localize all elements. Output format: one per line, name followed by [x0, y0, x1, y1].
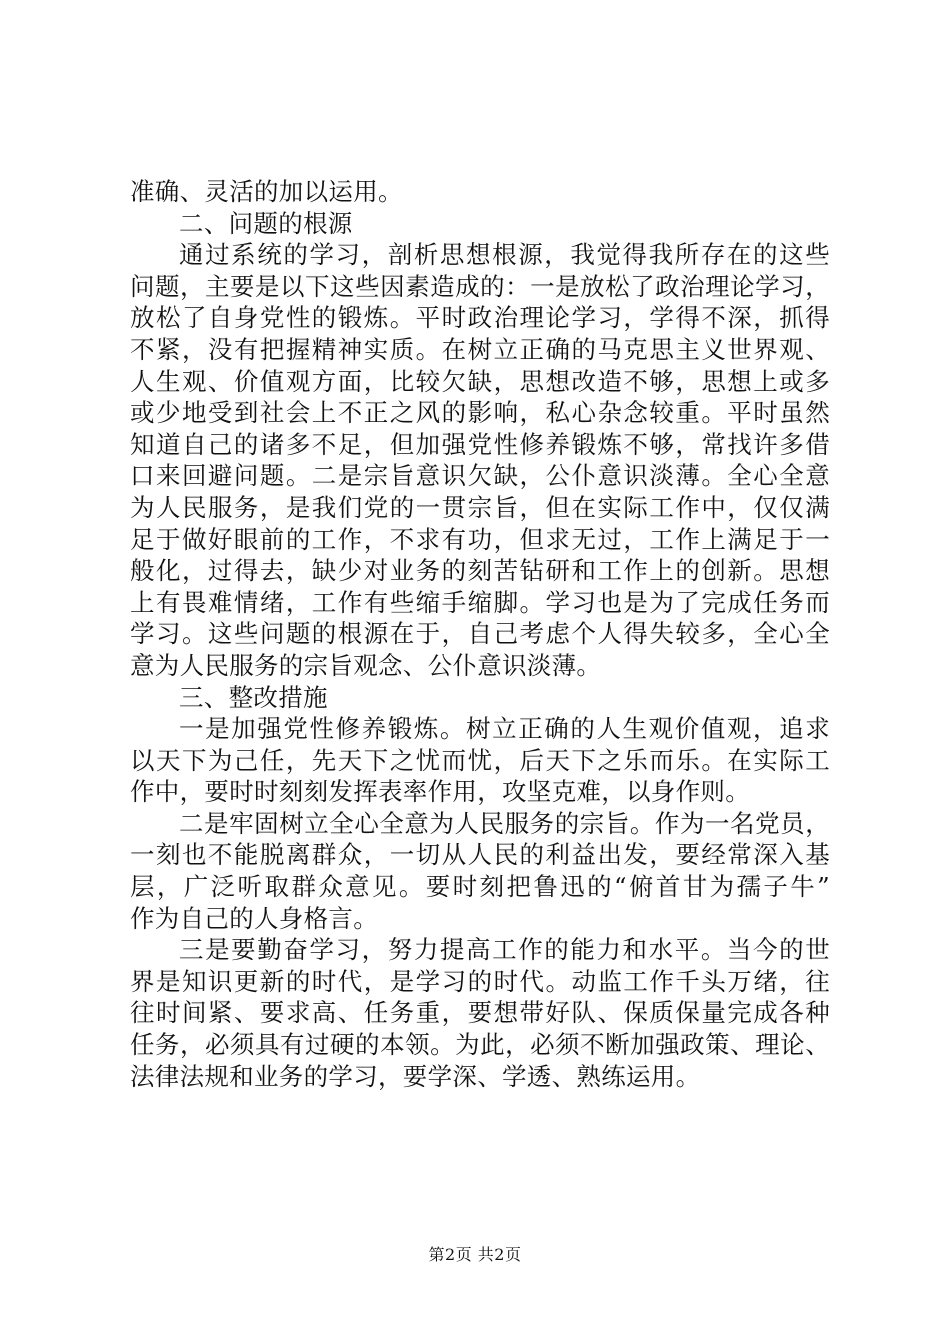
- text-line: 一是加强党性修养锻炼。树立正确的人生观价值观，追求: [179, 714, 830, 744]
- body-text: [130, 176, 830, 1092]
- text-line: 法律法规和业务的学习，要学深、学透、熟练运用。: [130, 1061, 701, 1091]
- text-line: 三、整改措施: [179, 682, 328, 712]
- text-line: 任务，必须具有过硬的本领。为此，必须不断加强政策、理论、: [130, 1030, 830, 1060]
- text-line: 一刻也不能脱离群众，一切从人民的利益出发，要经常深入基: [130, 840, 830, 870]
- text-line: 足于做好眼前的工作，不求有功，但求无过，工作上满足于一: [130, 524, 830, 554]
- text-line: 往时间紧、要求高、任务重，要想带好队、保质保量完成各种: [130, 998, 830, 1028]
- text-line: 三是要勤奋学习，努力提高工作的能力和水平。当今的世: [179, 935, 830, 965]
- text-line: 般化，过得去，缺少对业务的刻苦钻研和工作上的创新。思想: [130, 556, 830, 586]
- text-line: 以天下为己任，先天下之忧而忧，后天下之乐而乐。在实际工: [130, 745, 830, 775]
- text-line: 准确、灵活的加以运用。: [130, 177, 403, 206]
- text-line: 人生观、价值观方面，比较欠缺，思想改造不够，思想上或多: [130, 366, 830, 396]
- text-line: 界是知识更新的时代，是学习的时代。动监工作千头万绪，往: [130, 966, 830, 996]
- text-line: 二是牢固树立全心全意为人民服务的宗旨。作为一名党员，: [179, 808, 830, 838]
- text-line: 问题，主要是以下这些因素造成的：一是放松了政治理论学习，: [130, 271, 830, 301]
- text-line: 知道自己的诸多不足，但加强党性修养锻炼不够，常找许多借: [130, 429, 830, 459]
- text-line: 为人民服务，是我们党的一贯宗旨，但在实际工作中，仅仅满: [130, 492, 830, 522]
- text-line: 意为人民服务的宗旨观念、公仆意识淡薄。: [130, 650, 602, 680]
- text-line: 上有畏难情绪，工作有些缩手缩脚。学习也是为了完成任务而: [130, 587, 830, 617]
- page-footer: 第2页 共2页: [428, 1245, 522, 1264]
- text-line: 或少地受到社会上不正之风的影响，私心杂念较重。平时虽然: [130, 398, 830, 428]
- text-line: 二、问题的根源: [179, 208, 353, 238]
- text-line: 口来回避问题。二是宗旨意识欠缺，公仆意识淡薄。全心全意: [130, 461, 830, 491]
- text-line: 不紧，没有把握精神实质。在树立正确的马克思主义世界观、: [130, 334, 830, 364]
- text-line: 通过系统的学习，剖析思想根源，我觉得我所存在的这些: [179, 240, 830, 270]
- text-line: 作为自己的人身格言。: [130, 903, 378, 933]
- text-line: 学习。这些问题的根源在于，自己考虑个人得失较多，全心全: [130, 619, 830, 649]
- text-line: 放松了自身党性的锻炼。平时政治理论学习，学得不深，抓得: [130, 303, 830, 333]
- text-line: 作中，要时时刻刻发挥表率作用，攻坚克难，以身作则。: [130, 777, 750, 807]
- text-line: 层，广泛听取群众意见。要时刻把鲁迅的“俯首甘为孺子牛”: [130, 872, 830, 902]
